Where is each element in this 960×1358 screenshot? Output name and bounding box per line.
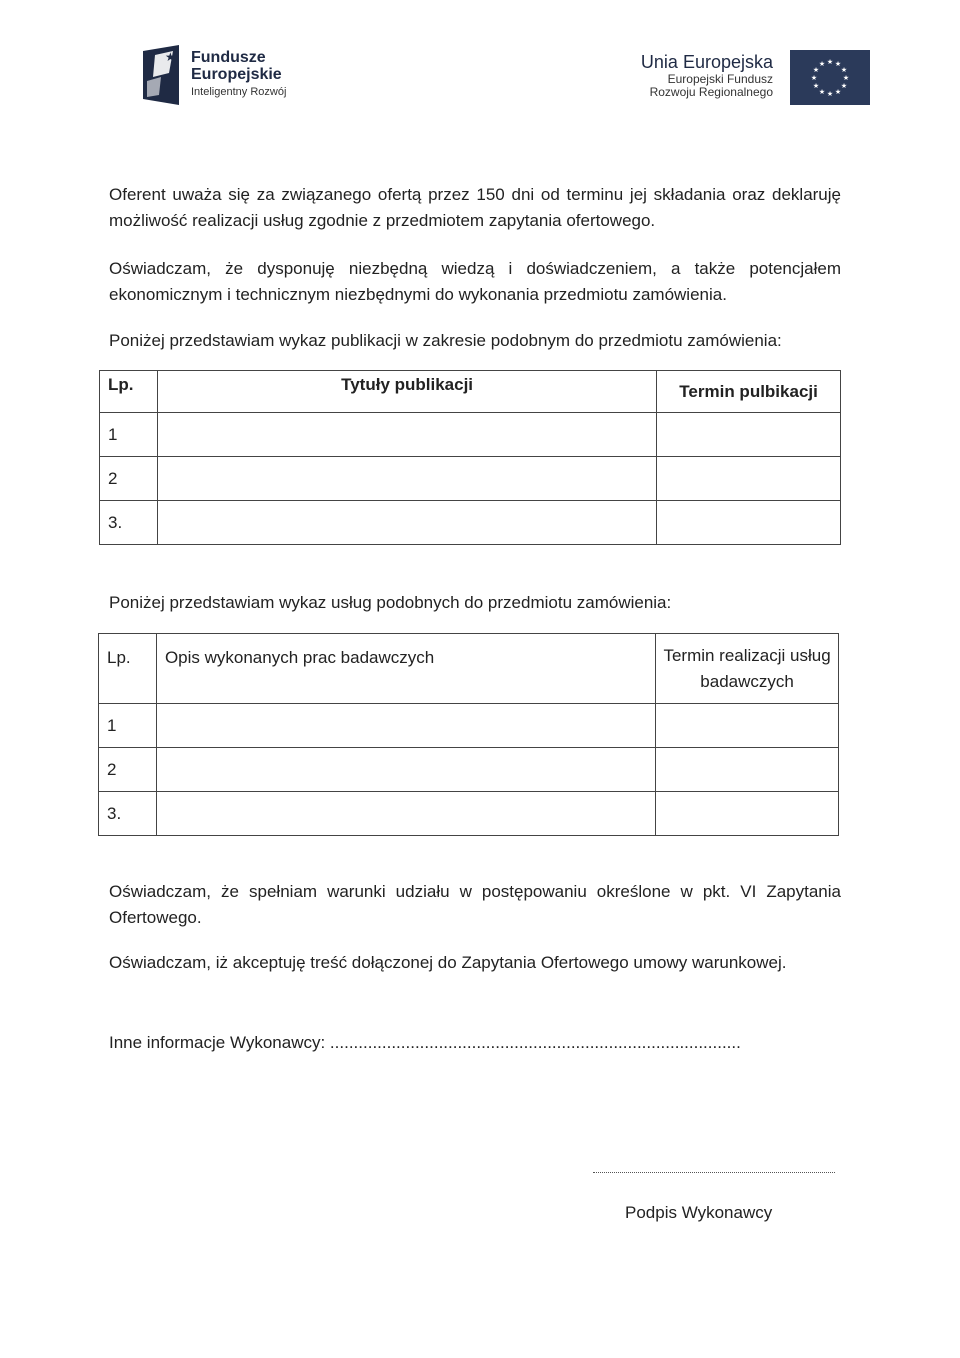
paragraph-offer-validity: Oferent uważa się za związanego ofertą przez 150 dni od terminu jej składania oraz deklaruję możliwość realizacji usług zgodnie z przedmiotem zapytania ofertowego. bbox=[109, 185, 841, 230]
eu-logo-line1: Unia Europejska bbox=[640, 52, 773, 72]
column-header-service-date: Termin realizacji usług badawczych bbox=[656, 634, 839, 704]
eu-logo-line2: Europejski Fundusz bbox=[667, 71, 773, 86]
svg-text:★: ★ bbox=[818, 88, 826, 96]
table-header-row bbox=[100, 371, 841, 413]
fundusze-europejskie-logo-icon bbox=[143, 45, 179, 105]
other-information-field[interactable]: Inne informacje Wykonawcy: ....................................................................................... bbox=[109, 1033, 741, 1052]
publication-date-cell[interactable] bbox=[657, 457, 841, 501]
column-header-titles: Tytuły publikacji bbox=[157, 371, 656, 413]
svg-text:★: ★ bbox=[834, 88, 842, 96]
service-date-cell[interactable] bbox=[656, 704, 839, 748]
svg-text:★: ★ bbox=[842, 74, 850, 82]
table-row bbox=[100, 501, 841, 545]
fe-logo-line1: Fundusze bbox=[191, 49, 266, 66]
table-row bbox=[99, 792, 839, 836]
eu-logo-text bbox=[641, 53, 773, 99]
publication-date-cell[interactable] bbox=[657, 501, 841, 545]
row-number: 3. bbox=[100, 501, 158, 545]
svg-text:★: ★ bbox=[840, 66, 848, 74]
svg-text:★: ★ bbox=[840, 82, 848, 90]
column-header-description: Opis wykonanych prac badawczych bbox=[156, 634, 655, 704]
row-number: 1 bbox=[99, 704, 157, 748]
fe-logo-text bbox=[191, 50, 286, 98]
publication-date-cell[interactable] bbox=[657, 413, 841, 457]
column-header-date: Termin pulbikacji bbox=[657, 371, 841, 413]
svg-text:★: ★ bbox=[834, 60, 842, 68]
paragraph-publications-intro: Poniżej przedstawiam wykaz publikacji w zakresie podobnym do przedmiotu zamówienia: bbox=[109, 331, 782, 350]
service-description-cell[interactable] bbox=[156, 792, 655, 836]
eu-logo-line3: Rozwoju Regionalnego bbox=[649, 84, 773, 99]
signature-label: Podpis Wykonawcy bbox=[625, 1203, 773, 1222]
publication-title-cell[interactable] bbox=[157, 413, 656, 457]
paragraph-contract-acceptance: Oświadczam, iż akceptuję treść dołączonej do Zapytania Ofertowego umowy warunkowej. bbox=[109, 953, 787, 972]
row-number: 1 bbox=[100, 413, 158, 457]
svg-text:★: ★ bbox=[165, 50, 176, 64]
service-description-cell[interactable] bbox=[156, 748, 655, 792]
table-row bbox=[100, 457, 841, 501]
fe-logo-line2: Europejskie bbox=[191, 65, 282, 83]
table-row bbox=[99, 704, 839, 748]
svg-text:★: ★ bbox=[812, 82, 820, 90]
table-row bbox=[99, 748, 839, 792]
paragraph-conditions-declaration: Oświadczam, że spełniam warunki udziału w postępowaniu określone w pkt. VI Zapytania Ofertowego. bbox=[109, 882, 841, 927]
table-header-row bbox=[99, 634, 839, 704]
fe-logo-line3: Inteligentny Rozwój bbox=[191, 85, 287, 98]
table-row bbox=[100, 413, 841, 457]
svg-text:★: ★ bbox=[826, 58, 834, 66]
publication-title-cell[interactable] bbox=[157, 457, 656, 501]
column-header-lp: Lp. bbox=[99, 634, 157, 704]
svg-text:★: ★ bbox=[812, 66, 820, 74]
svg-text:★: ★ bbox=[810, 74, 818, 82]
publications-table bbox=[99, 370, 841, 545]
row-number: 2 bbox=[99, 748, 157, 792]
row-number: 2 bbox=[100, 457, 158, 501]
svg-text:★: ★ bbox=[826, 90, 834, 98]
svg-text:★: ★ bbox=[818, 60, 826, 68]
service-date-cell[interactable] bbox=[656, 792, 839, 836]
publication-title-cell[interactable] bbox=[157, 501, 656, 545]
service-date-cell[interactable] bbox=[656, 748, 839, 792]
column-header-lp: Lp. bbox=[100, 371, 158, 413]
paragraph-services-intro: Poniżej przedstawiam wykaz usług podobnych do przedmiotu zamówienia: bbox=[109, 593, 672, 612]
row-number: 3. bbox=[99, 792, 157, 836]
service-description-cell[interactable] bbox=[156, 704, 655, 748]
eu-flag-icon bbox=[790, 50, 870, 105]
paragraph-knowledge-declaration: Oświadczam, że dysponuję niezbędną wiedzą i doświadczeniem, a także potencjałem ekonomicznym i technicznym niezbędnymi do wykonania przedmiotu zamówienia. bbox=[109, 259, 841, 304]
services-table bbox=[98, 633, 839, 836]
signature-line[interactable] bbox=[593, 1160, 835, 1173]
